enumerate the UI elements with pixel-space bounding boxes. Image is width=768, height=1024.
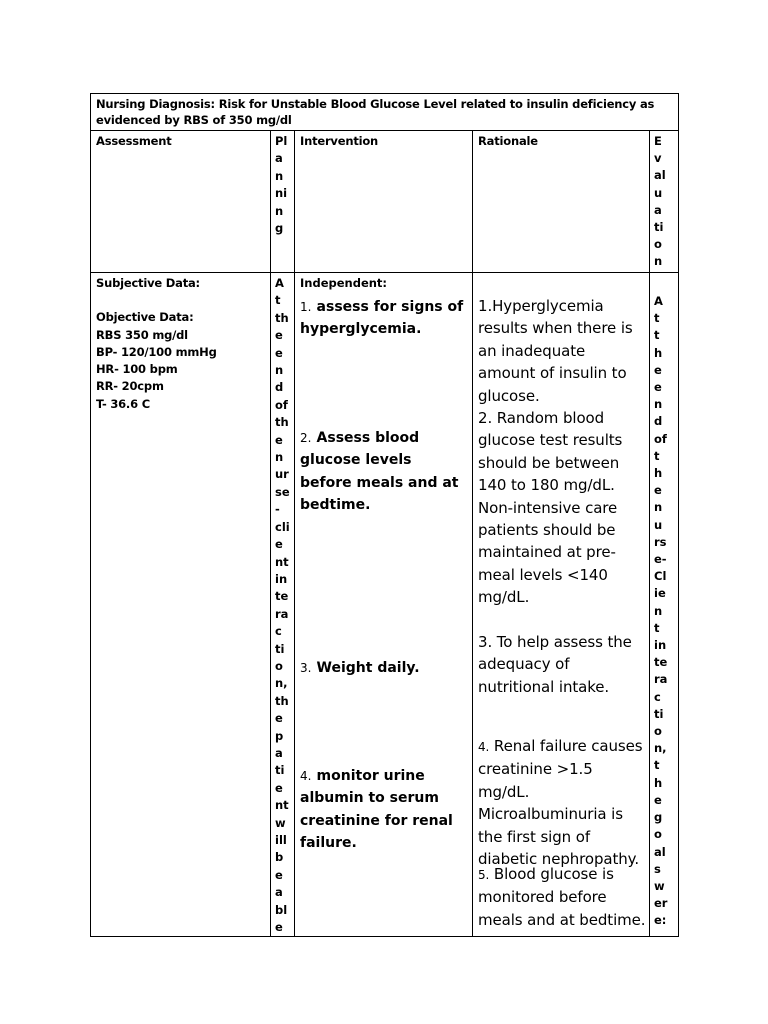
evaluation-text-fragment: t	[654, 620, 660, 635]
subjective-data-label: Subjective Data:	[96, 276, 200, 290]
planning-text-fragment: o	[275, 658, 283, 673]
evaluation-text-fragment: g	[654, 810, 663, 825]
rationale-header: Rationale	[473, 131, 650, 273]
evaluation-text-fragment: ra	[654, 672, 668, 687]
evaluation-text-fragment: ti	[654, 706, 664, 721]
planning-text-fragment: of	[275, 397, 288, 412]
evaluation-cell	[650, 273, 679, 937]
planning-text-fragment: e	[275, 432, 283, 447]
planning-text-fragment: ra	[275, 606, 289, 621]
planning-text-fragment: e	[275, 711, 283, 726]
planning-text-fragment: a	[275, 745, 283, 760]
temp-value: T- 36.6 C	[96, 396, 150, 411]
planning-text-fragment: p	[275, 728, 284, 743]
planning-text-fragment: ti	[275, 641, 285, 656]
evaluation-text-fragment: te	[654, 655, 668, 670]
nursing-diagnosis-text: Nursing Diagnosis: Risk for Unstable Blood Glucose Level related to insulin deficiency as evidenced by RBS of 350 mg/dl	[96, 97, 655, 127]
intervention-item-1: 1. assess for signs of hyperglycemia.	[300, 299, 464, 338]
planning-text-fragment: n	[275, 450, 284, 465]
evaluation-text-fragment: Cl	[654, 569, 667, 584]
evaluation-text-fragment: o	[654, 724, 662, 739]
evaluation-text-fragment: t	[654, 758, 660, 773]
planning-text-fragment: e	[275, 328, 283, 343]
planning-text-fragment: n	[275, 363, 284, 378]
rationale-cell	[473, 273, 650, 937]
rationale-item-4: 4. Renal failure causes creatinine >1.5 mg/dL. Microalbuminuria is the first sign of diabetic nephropathy.	[478, 737, 643, 869]
evaluation-text-fragment: al	[654, 844, 666, 859]
evaluation-text-fragment: t	[654, 448, 660, 463]
evaluation-text-fragment: in	[654, 638, 667, 653]
evaluation-text-fragment: c	[654, 689, 661, 704]
planning-text-fragment: n,	[275, 676, 288, 691]
planning-text-fragment: se	[275, 484, 290, 499]
evaluation-text-fragment: h	[654, 345, 663, 360]
rationale-item-2: 2. Random blood glucose test results should be between 140 to 180 mg/dL. Non-intensive care patients should be maintained at pre-meal levels <140 mg/dL.	[478, 409, 623, 607]
evaluation-text-fragment: h	[654, 466, 663, 481]
evaluation-header: E v al u a ti o n	[650, 131, 679, 273]
planning-header: Pl a n ni n g	[271, 131, 295, 273]
hr-value: HR- 100 bpm	[96, 362, 178, 377]
planning-text-fragment: ur	[275, 467, 289, 482]
evaluation-text-fragment: e-	[654, 552, 667, 567]
evaluation-text-fragment: of	[654, 431, 667, 446]
diagnosis-row	[91, 94, 679, 131]
evaluation-text-fragment: n,	[654, 741, 667, 756]
planning-text-fragment: bl	[275, 902, 288, 917]
rr-value: RR- 20cpm	[96, 379, 164, 394]
planning-text-fragment: e	[275, 780, 283, 795]
intervention-item-3: 3. Weight daily.	[300, 660, 420, 676]
planning-text-fragment: t	[275, 293, 281, 308]
planning-text-fragment: c	[275, 624, 282, 639]
planning-text-fragment: ill	[275, 833, 287, 847]
objective-data-label: Objective Data:	[96, 310, 194, 325]
evaluation-text-fragment: s	[654, 861, 661, 876]
nursing-diagnosis	[91, 94, 679, 131]
planning-text-fragment: a	[275, 885, 283, 900]
evaluation-text-fragment: n	[654, 397, 663, 412]
intervention-item-4: 4. monitor urine albumin to serum creatinine for renal failure.	[300, 768, 453, 852]
evaluation-text-fragment: rs	[654, 534, 667, 549]
planning-text-fragment: b	[275, 850, 284, 865]
planning-text-fragment: A	[275, 276, 284, 290]
rationale-item-3: 3. To help assess the adequacy of nutritional intake.	[478, 633, 632, 696]
evaluation-text-fragment: e:	[654, 913, 667, 928]
content-row	[91, 273, 679, 937]
planning-text-fragment: th	[275, 310, 289, 325]
bp-value: BP- 120/100 mmHg	[96, 344, 217, 359]
planning-text-fragment: -	[275, 502, 280, 517]
planning-text-fragment: nt	[275, 554, 289, 569]
evaluation-text-fragment: t	[654, 328, 660, 343]
evaluation-text-fragment: er	[654, 896, 668, 911]
planning-text-fragment: nt	[275, 798, 289, 813]
evaluation-text-fragment: d	[654, 414, 663, 429]
assessment-header: Assessment	[91, 131, 271, 273]
planning-text-fragment: th	[275, 415, 289, 430]
evaluation-text-fragment: e	[654, 792, 662, 807]
intervention-cell	[295, 273, 473, 937]
evaluation-text-fragment: n	[654, 500, 663, 515]
planning-text-fragment: te	[275, 589, 289, 604]
header-row	[91, 131, 679, 273]
evaluation-text-fragment: e	[654, 380, 662, 395]
rationale-item-5: 5. Blood glucose is monitored before meals and at bedtime.	[478, 865, 646, 929]
evaluation-text-fragment: o	[654, 827, 662, 842]
intervention-header: Intervention	[295, 131, 473, 273]
evaluation-text-fragment: u	[654, 517, 663, 532]
planning-text-fragment: cli	[275, 519, 290, 534]
evaluation-text-fragment: ie	[654, 586, 666, 601]
intervention-item-2: 2. Assess blood glucose levels before meals and at bedtime.	[300, 430, 459, 514]
planning-text-fragment: e	[275, 345, 283, 360]
planning-cell	[271, 273, 295, 937]
evaluation-text-fragment: n	[654, 603, 663, 618]
evaluation-text-fragment: w	[654, 878, 665, 893]
evaluation-text-fragment: e	[654, 362, 662, 377]
rbs-value: RBS 350 mg/dl	[96, 327, 188, 342]
assessment-cell	[91, 273, 271, 937]
evaluation-text-fragment: A	[654, 294, 663, 308]
planning-text-fragment: w	[275, 815, 286, 830]
planning-text-fragment: e	[275, 537, 283, 552]
nursing-care-plan-table	[90, 93, 679, 937]
rationale-item-1: 1.Hyperglycemia results when there is an inadequate amount of insulin to glucose.	[478, 297, 633, 405]
independent-label: Independent:	[300, 276, 388, 290]
planning-text-fragment: e	[275, 867, 283, 882]
planning-text-fragment: in	[275, 571, 288, 586]
evaluation-text-fragment: t	[654, 311, 660, 326]
planning-text-fragment: e	[275, 920, 283, 935]
planning-text-fragment: th	[275, 693, 289, 708]
evaluation-text-fragment: e	[654, 483, 662, 498]
planning-text-fragment: d	[275, 380, 284, 395]
planning-text-fragment: ti	[275, 763, 285, 778]
evaluation-text-fragment: h	[654, 775, 663, 790]
